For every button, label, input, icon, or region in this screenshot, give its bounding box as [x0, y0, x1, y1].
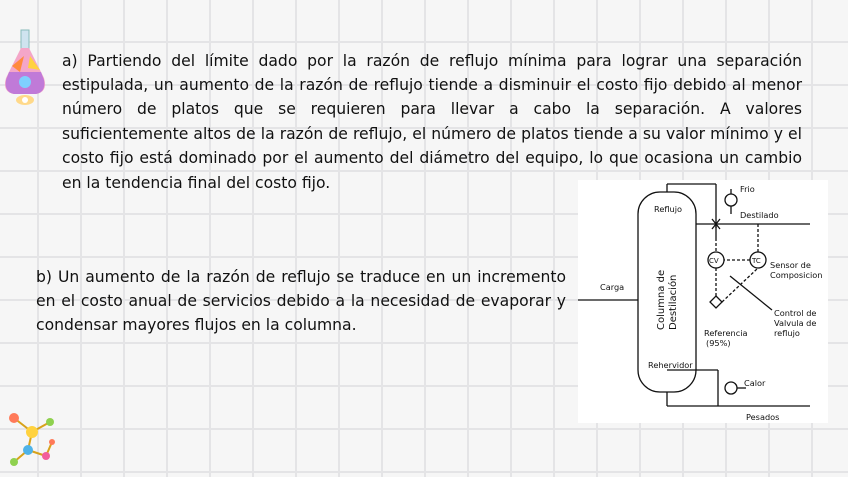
- column-label-1: Columna de: [656, 269, 667, 330]
- column-label-2: Destilación: [668, 274, 679, 330]
- label-pesados: Pesados: [746, 412, 780, 422]
- label-cv: CV: [709, 257, 719, 265]
- label-referencia-2: (95%): [706, 338, 731, 348]
- label-control-1: Control de: [774, 308, 817, 318]
- label-sensor-2: Composicion: [770, 270, 823, 280]
- label-destilado: Destilado: [740, 210, 779, 220]
- condenser-icon: [725, 194, 737, 206]
- label-reflujo: Reflujo: [654, 204, 682, 214]
- flask-icon: [0, 26, 50, 106]
- paragraph-a: a) Partiendo del límite dado por la razón de reflujo mínima para lograr una separación estipulada, un aumento de la razón de reflujo tiende a disminuir el costo fijo debido al menor número de platos que se requieren para llevar a cabo la separación. A valores suficientemente altos de la razón de reflujo, el número de platos tiende a su valor mínimo y el costo fijo está dominado por el aumento del diámetro del equipo, lo que ocasiona un cambio en la tendencia final del costo fijo.: [62, 51, 802, 192]
- distillation-column-diagram: [578, 180, 828, 423]
- label-calor: Calor: [744, 378, 766, 388]
- label-frio: Frio: [740, 184, 755, 194]
- label-control-3: reflujo: [774, 328, 800, 338]
- label-carga: Carga: [600, 282, 625, 292]
- label-referencia-1: Referencia: [704, 328, 748, 338]
- reboiler-heater-icon: [725, 382, 737, 394]
- paragraph-b: b) Un aumento de la razón de reflujo se traduce en un incremento en el costo anual de servicios debido a la necesidad de evaporar y condensar mayores flujos en la columna.: [36, 267, 566, 335]
- molecule-icon: [4, 406, 62, 472]
- label-tc: TC: [752, 257, 761, 265]
- label-control-2: Valvula de: [774, 318, 817, 328]
- label-sensor-1: Sensor de: [770, 260, 811, 270]
- reference-diamond-icon: [710, 296, 722, 308]
- label-rehervidor: Rehervidor: [648, 360, 693, 370]
